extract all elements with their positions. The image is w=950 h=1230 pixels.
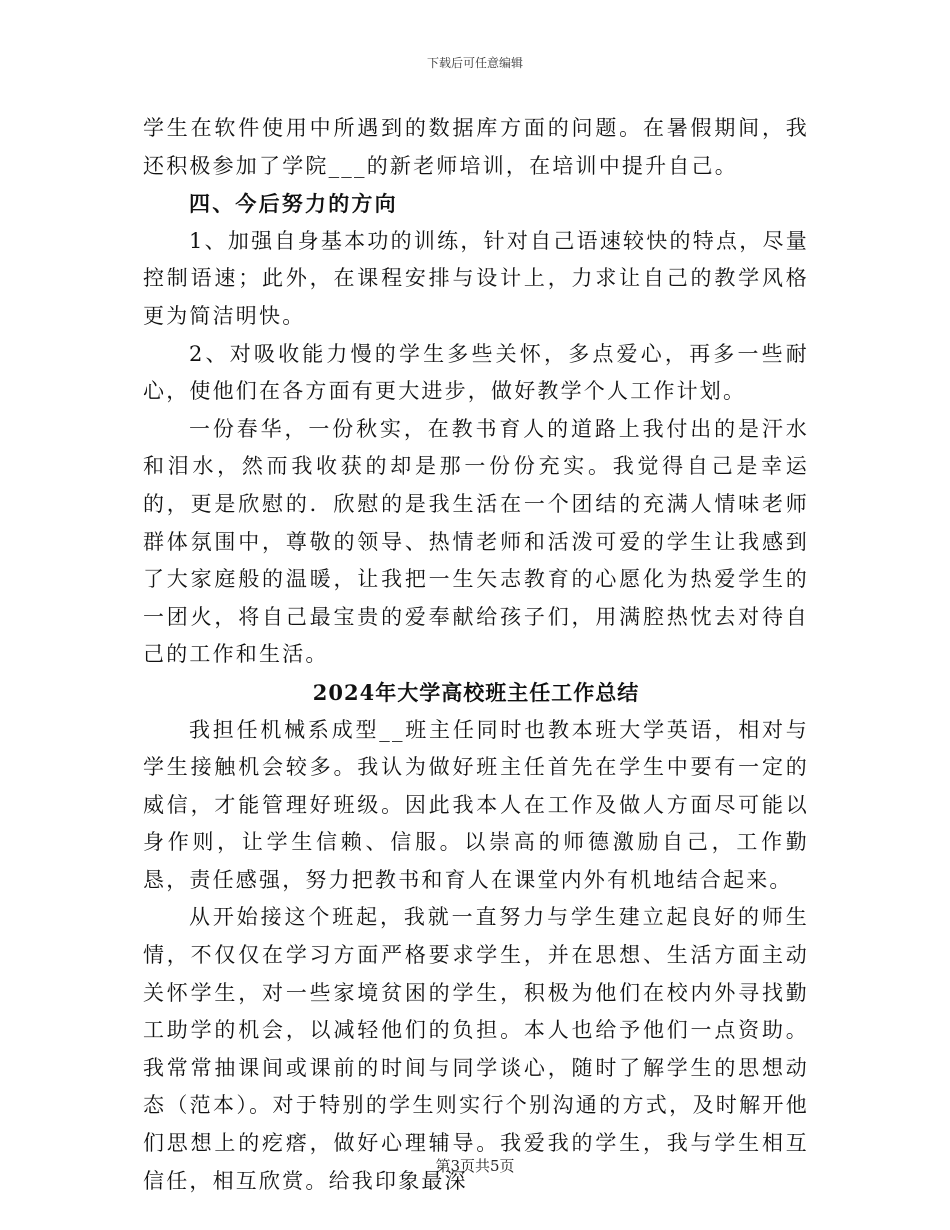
- paragraph-continuation: 学生在软件使用中所遇到的数据库方面的问题。在暑假期间，我还积极参加了学院___的新老师培训，在培训中提升自己。: [143, 116, 809, 178]
- paragraph-student-care: 从开始接这个班起，我就一直努力与学生建立起良好的师生情，不仅仅在学习方面严格要求学生，并在思想、生活方面主动关怀学生，对一些家境贫困的学生，积极为他们在校内外寻找勤工助学的机会，以减轻他们的负担。本人也给予他们一点资助。我常常抽课间或课前的时间与同学谈心，随时了解学生的思想动态（范本）。对于特别的学生则实行个别沟通的方式，及时解开他们思想上的疙瘩，做好心理辅导。我爱我的学生，我与学生相互信任，相互欣赏。给我印象最深: [143, 905, 809, 1193]
- document-title: 2024年大学高校班主任工作总结: [312, 679, 640, 705]
- paragraph-closing: 一份春华，一份秋实，在教书育人的道路上我付出的是汗水和泪水，然而我收获的却是那一份份充实。我觉得自己是幸运的，更是欣慰的．欣慰的是我生活在一个团结的充满人情味老师群体氛围中，尊敬的领导、热情老师和活泼可爱的学生让我感到了大家庭般的温暖，让我把一生矢志教育的心愿化为热爱学生的一团火，将自己最宝贵的爱奉献给孩子们，用满腔热忱去对待自己的工作和生活。: [143, 416, 809, 667]
- page-number-footer: 第3页共5页: [435, 1157, 515, 1175]
- section-heading-future-direction: 四、今后努力的方向: [189, 191, 398, 217]
- paragraph-item-2: 2、对吸收能力慢的学生多些关怀，多点爱心，再多一些耐心，使他们在各方面有更大进步，做好教学个人工作计划。: [143, 341, 809, 404]
- document-body: [143, 110, 809, 1200]
- page-header-note: 下载后可任意编辑: [426, 56, 523, 70]
- paragraph-item-1: 1、加强自身基本功的训练，针对自己语速较快的特点，尽量控制语速；此外，在课程安排与设计上，力求让自己的教学风格更为简洁明快。: [143, 228, 809, 328]
- paragraph-intro: 我担任机械系成型__班主任同时也教本班大学英语，相对与学生接触机会较多。我认为做好班主任首先在学生中要有一定的威信，才能管理好班级。因此我本人在工作及做人方面尽可能以身作则，让学生信赖、信服。以崇高的师德激励自己，工作勤恳，责任感强，努力把教书和育人在课堂内外有机地结合起来。: [143, 717, 809, 892]
